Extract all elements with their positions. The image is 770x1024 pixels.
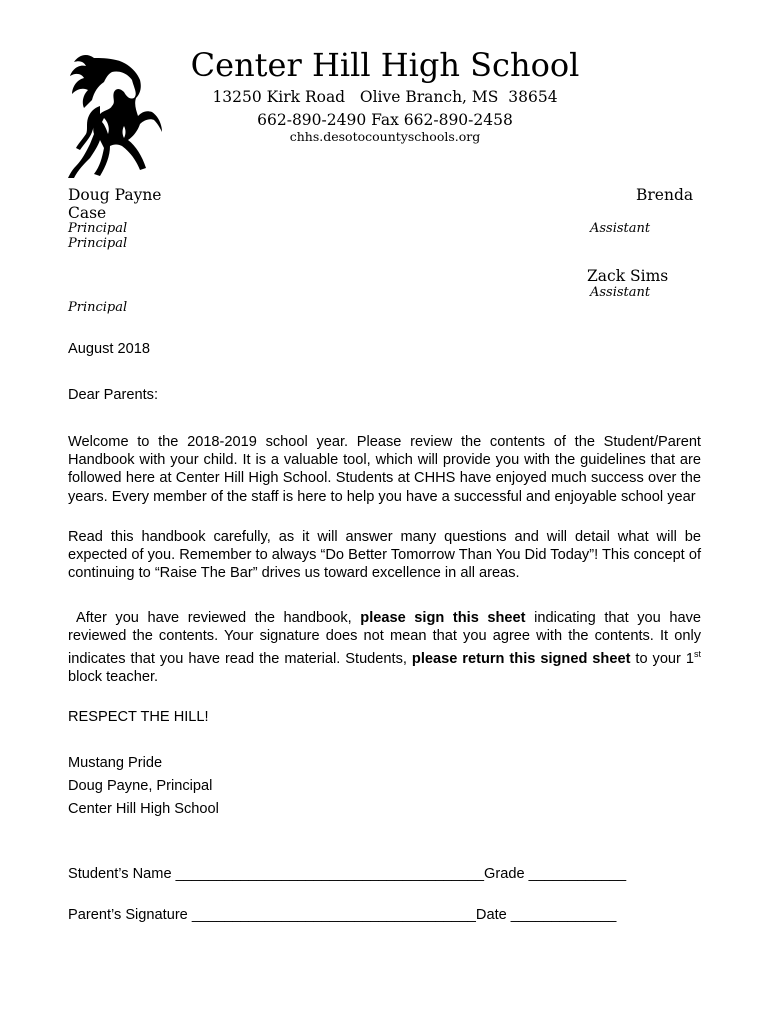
assistant-label: Assistant bbox=[590, 221, 651, 236]
letter-greeting: Dear Parents: bbox=[68, 387, 159, 403]
assistant-label-2: Assistant bbox=[590, 285, 651, 300]
sign-text-a: After you have reviewed the handbook, bbox=[76, 610, 361, 626]
principal-title: Principal bbox=[68, 221, 128, 236]
school-website[interactable]: chhs.desotocountyschools.org bbox=[289, 129, 481, 144]
principal-title-2: Principal bbox=[68, 236, 128, 251]
paragraph-sign-instructions bbox=[68, 609, 701, 687]
assistant-principal-last-name: Case bbox=[68, 204, 107, 222]
principal-name: Doug Payne bbox=[68, 186, 162, 204]
assistant-principal-first-name: Brenda bbox=[636, 186, 694, 204]
motto: RESPECT THE HILL! bbox=[68, 709, 209, 725]
signer-school: Center Hill High School bbox=[68, 801, 219, 817]
principal-title-3: Principal bbox=[68, 300, 128, 315]
parent-signature-field[interactable]: Parent’s Signature ___________________________________Date _____________ bbox=[68, 907, 617, 923]
school-address: 13250 Kirk Road Olive Branch, MS 38654 bbox=[212, 88, 558, 106]
letter-date: August 2018 bbox=[68, 341, 150, 357]
paragraph-welcome: Welcome to the 2018-2019 school year. Please review the contents of the Student/Parent Handbook with your child. It is a valuable tool, which will provide you with the guidelines that are followed here at Center Hill High School. Students at CHHS have enjoyed much success over the years. Every member of the staff is here to help you have a successful and enjoyable school year bbox=[68, 434, 701, 505]
sign-text-bold-2: please return this signed sheet bbox=[411, 651, 631, 668]
sign-text-e: to your 1 bbox=[630, 651, 694, 668]
assistant-principal-name-2: Zack Sims bbox=[587, 267, 669, 285]
student-name-field[interactable]: Student’s Name ______________________________________Grade ____________ bbox=[68, 866, 627, 882]
sign-text-f: block teacher. bbox=[68, 669, 159, 686]
school-name: Center Hill High School bbox=[190, 46, 580, 84]
school-phone-fax: 662-890-2490 Fax 662-890-2458 bbox=[257, 111, 513, 129]
sign-text-bold-1: please sign this sheet bbox=[360, 610, 526, 626]
closing: Mustang Pride bbox=[68, 755, 163, 771]
signer-name: Doug Payne, Principal bbox=[68, 778, 213, 794]
ordinal-suffix: st bbox=[694, 649, 702, 660]
sign-text-c: indicating that you have reviewed the contents. Your signature does not mean that you agree with the contents. It only indicates that you have read the material. Students, bbox=[68, 610, 701, 668]
paragraph-handbook: Read this handbook carefully, as it will answer many questions and will detail what will be expected of you. Remember to always “Do Better Tomorrow Than You Did Today”! This concept of continuing to “Raise The Bar” drives us toward excellence in all areas. bbox=[68, 529, 701, 582]
